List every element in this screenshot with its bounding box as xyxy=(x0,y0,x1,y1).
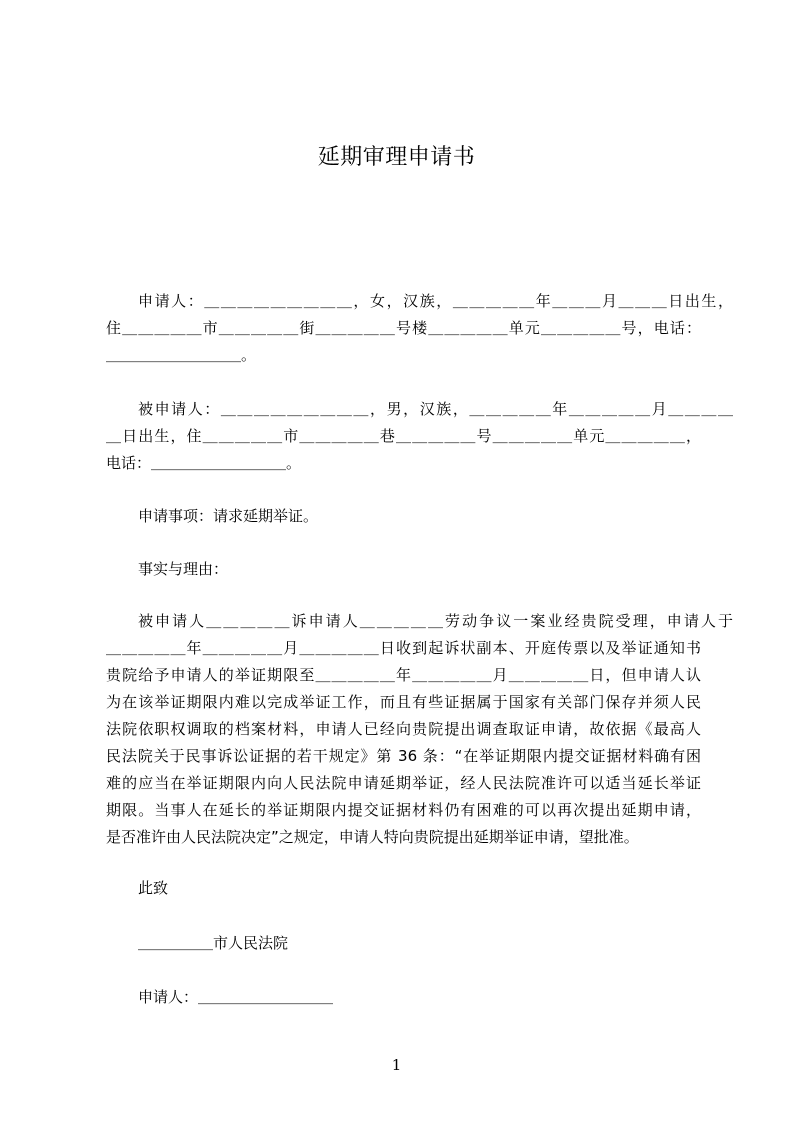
reason-heading: 事实与理由： xyxy=(138,560,229,578)
applicant-line-1: 申请人：＿＿＿＿＿＿＿＿＿，女，汉族，＿＿＿＿＿年＿＿＿月＿＿＿日出生， xyxy=(138,292,733,310)
reason-line: 贵院给予申请人的举证期限至＿＿＿＿＿年＿＿＿＿＿月＿＿＿＿＿日，但申请人认 xyxy=(106,666,701,684)
document-title: 延期审理申请书 xyxy=(317,145,476,170)
reason-line: 为在该举证期限内难以完成举证工作，而且有些证据属于国家有关部门保存并须人民 xyxy=(106,693,701,711)
reason-line: 期限。当事人在延长的举证期限内提交证据材料仍有困难的可以再次提出延期申请， xyxy=(106,801,701,819)
reason-line: 法院依职权调取的档案材料，申请人已经向贵院提出调查取证申请，故依据《最高人 xyxy=(106,720,701,738)
reason-line: 民法院关于民事诉讼证据的若干规定》第 36 条：“在举证期限内提交证据材料确有困 xyxy=(106,747,701,765)
respondent-line-1: 被申请人：＿＿＿＿＿＿＿＿＿，男，汉族，＿＿＿＿＿年＿＿＿＿＿月＿＿＿＿ xyxy=(138,400,733,418)
reason-line: 是否准许由人民法院决定”之规定，申请人特向贵院提出延期举证申请，望批准。 xyxy=(106,828,639,846)
closing-line: 此致 xyxy=(138,879,169,897)
signature-line: 申请人：＿＿＿＿＿＿＿＿＿ xyxy=(138,988,334,1006)
respondent-line-2: ＿日出生，住＿＿＿＿＿市＿＿＿＿＿巷＿＿＿＿＿号＿＿＿＿＿单元＿＿＿＿＿， xyxy=(106,427,701,445)
reason-line: 被申请人＿＿＿＿＿诉申请人＿＿＿＿＿劳动争议一案业经贵院受理，申请人于 xyxy=(138,612,733,630)
applicant-line-2: 住＿＿＿＿＿市＿＿＿＿＿街＿＿＿＿＿号楼＿＿＿＿＿单元＿＿＿＿＿号，电话： xyxy=(106,319,701,337)
request-line: 申请事项：请求延期举证。 xyxy=(138,507,319,525)
applicant-line-3: ＿＿＿＿＿＿＿＿＿。 xyxy=(106,346,257,364)
reason-line: 难的应当在举证期限内向人民法院申请延期举证，经人民法院准许可以适当延长举证 xyxy=(106,774,701,792)
page-number: 1 xyxy=(391,1056,402,1074)
reason-line: ＿＿＿＿＿年＿＿＿＿＿月＿＿＿＿＿日收到起诉状副本、开庭传票以及举证通知书 xyxy=(106,639,701,657)
respondent-line-3: 电话：＿＿＿＿＿＿＿＿＿。 xyxy=(106,454,302,472)
court-line: ＿＿＿＿＿市人民法院 xyxy=(138,934,289,952)
